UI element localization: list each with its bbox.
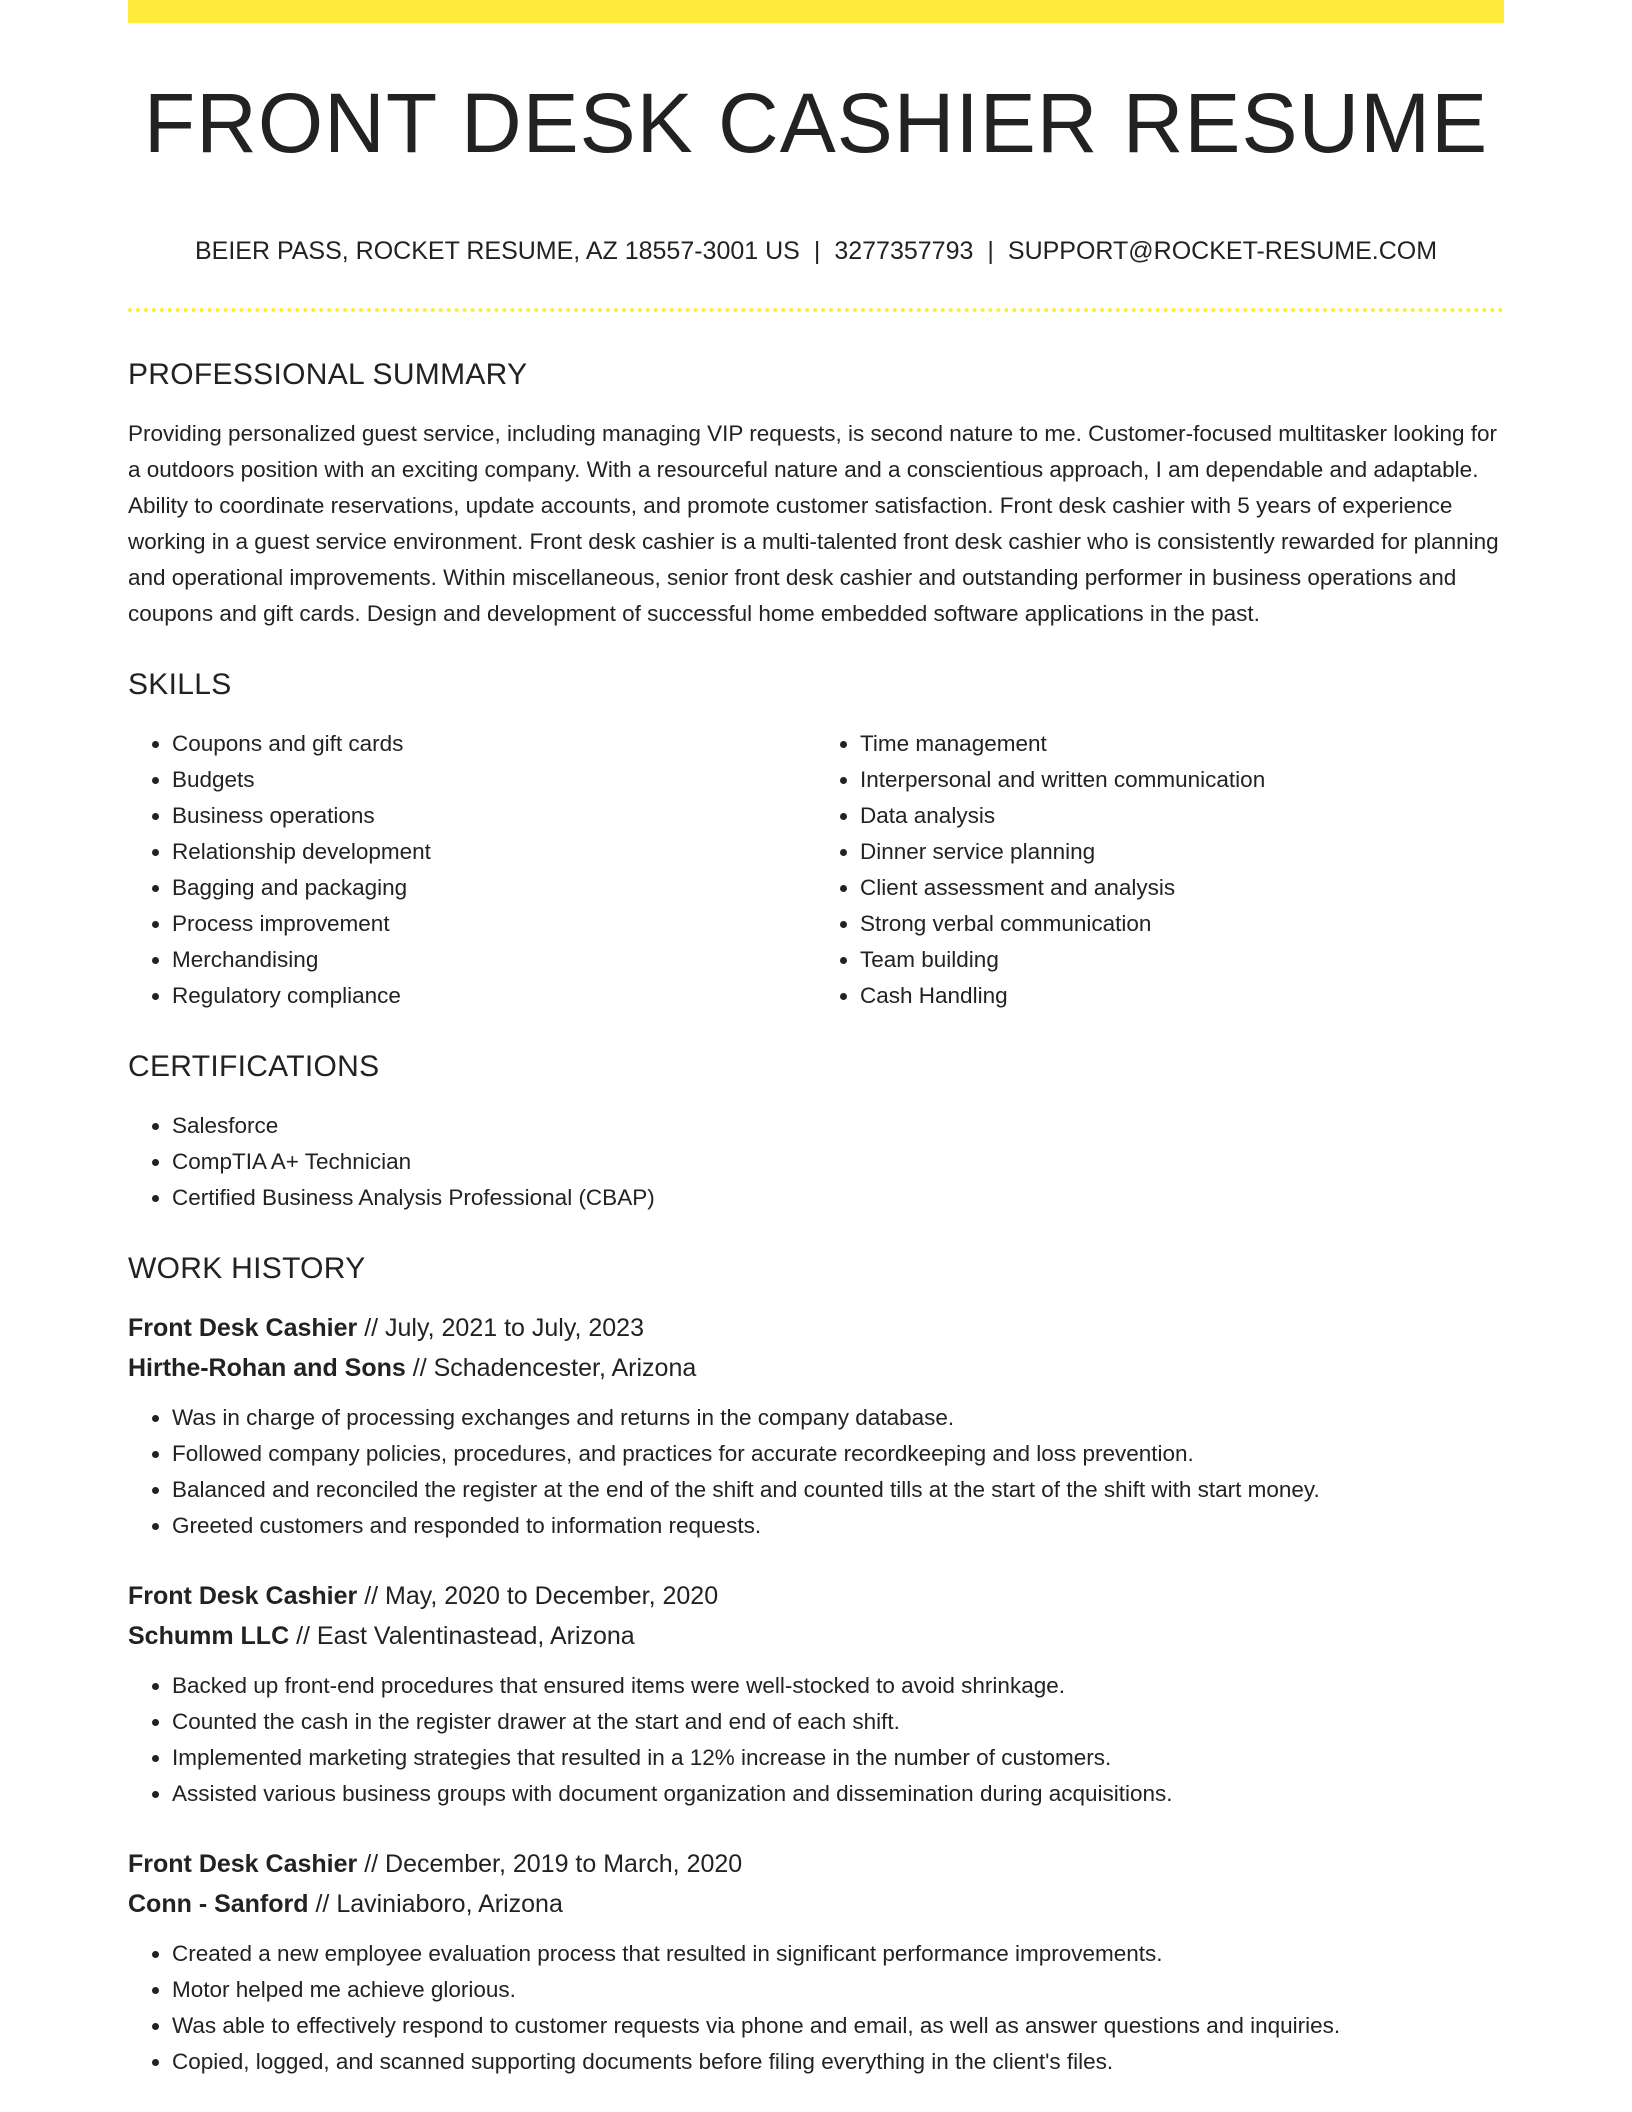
skill-item: • Strong verbal communication [860,906,1504,942]
job-title-line [128,1308,1504,1348]
contact-address: BEIER PASS, ROCKET RESUME, AZ 18557-3001 US [194,237,800,265]
skill-item: • Client assessment and analysis [860,870,1504,906]
job-bullet: • Counted the cash in the register drawer at the start and end of each shift. [172,1704,1504,1740]
job-location: // Schadencester, Arizona [405,1354,697,1382]
skill-item: • Time management [860,726,1504,762]
job-bullet: • Copied, logged, and scanned supporting documents before filing everything in the client's files. [172,2044,1504,2080]
job-company-line [128,1616,1504,1656]
contact-separator: | [813,237,821,265]
job-entry [128,1308,1504,1544]
job-bullets [128,1400,1504,1544]
job-bullet: • Motor helped me achieve glorious. [172,1972,1504,2008]
job-title-line [128,1576,1504,1616]
job-dates: // July, 2021 to July, 2023 [357,1314,644,1342]
job-bullet: • Was in charge of processing exchanges and returns in the company database. [172,1400,1504,1436]
skill-item: • Relationship development [172,834,816,870]
job-bullet: • Created a new employee evaluation process that resulted in significant performance improvements. [172,1936,1504,1972]
dotted-divider [128,308,1504,312]
job-bullet: • Was able to effectively respond to customer requests via phone and email, as well as answer questions and inquiries. [172,2008,1504,2044]
skill-item: • Dinner service planning [860,834,1504,870]
certifications-list [128,1108,1504,1216]
skills-left-list [128,726,816,1014]
job-entry [128,1844,1504,2080]
contact-line [128,237,1504,266]
job-bullet: • Implemented marketing strategies that resulted in a 12% increase in the number of customers. [172,1740,1504,1776]
skill-item: • Bagging and packaging [172,870,816,906]
job-title: Front Desk Cashier [128,1850,358,1878]
certification-item: • CompTIA A+ Technician [172,1144,1504,1180]
job-dates: // December, 2019 to March, 2020 [357,1850,743,1878]
skill-item: • Cash Handling [860,978,1504,1014]
skill-item: • Team building [860,942,1504,978]
certifications-heading: CERTIFICATIONS [128,1050,380,1083]
skill-item: • Process improvement [172,906,816,942]
job-entry [128,1576,1504,1812]
job-bullets [128,1936,1504,2080]
contact-phone: 3277357793 [834,237,974,265]
job-company: Hirthe-Rohan and Sons [128,1354,406,1382]
work-history-heading: WORK HISTORY [128,1252,366,1285]
contact-email: SUPPORT@ROCKET-RESUME.COM [1007,237,1438,265]
job-location: // Laviniaboro, Arizona [308,1890,563,1918]
resume-page [128,0,1504,2080]
job-title: Front Desk Cashier [128,1314,358,1342]
job-company-line [128,1348,1504,1388]
job-title: Front Desk Cashier [128,1582,358,1610]
job-company-line [128,1884,1504,1924]
job-dates: // May, 2020 to December, 2020 [357,1582,719,1610]
job-bullet: • Greeted customers and responded to information requests. [172,1508,1504,1544]
skill-item: • Coupons and gift cards [172,726,816,762]
certification-item: • Certified Business Analysis Professional (CBAP) [172,1180,1504,1216]
skill-item: • Business operations [172,798,816,834]
job-bullets [128,1668,1504,1812]
job-location: // East Valentinastead, Arizona [289,1622,635,1650]
job-company: Schumm LLC [128,1622,290,1650]
skills-columns [128,726,1504,1014]
contact-separator: | [987,237,994,265]
summary-heading: PROFESSIONAL SUMMARY [128,358,528,391]
skill-item: • Regulatory compliance [172,978,816,1014]
skills-heading: SKILLS [128,668,232,701]
job-company: Conn - Sanford [128,1890,309,1918]
job-bullet: • Followed company policies, procedures, and practices for accurate recordkeeping and loss prevention. [172,1436,1504,1472]
job-bullet: • Assisted various business groups with document organization and dissemination during acquisitions. [172,1776,1504,1812]
job-title-line [128,1844,1504,1884]
summary-text: Providing personalized guest service, including managing VIP requests, is second nature to me. Customer-focused multitasker looking for a outdoors position with an exciting company. With a resourceful nature and a conscientious approach, I am dependable and adaptable. Ability to coordinate reservations, update accounts, and promote customer satisfaction. Front desk cashier with 5 years of experience working in a guest service environment. Front desk cashier is a multi-talented front desk cashier who is consistently rewarded for planning and operational improvements. Within miscellaneous, senior front desk cashier and outstanding performer in business operations and coupons and gift cards. Design and development of successful home embedded software applications in the past. [128,421,1499,626]
skill-item: • Interpersonal and written communication [860,762,1504,798]
skill-item: • Data analysis [860,798,1504,834]
certification-item: • Salesforce [172,1108,1504,1144]
skill-item: • Budgets [172,762,816,798]
top-accent-bar [128,0,1504,23]
resume-title: FRONT DESK CASHIER RESUME [143,76,1489,170]
job-bullet: • Balanced and reconciled the register at the end of the shift and counted tills at the start of the shift with start money. [172,1472,1504,1508]
skill-item: • Merchandising [172,942,816,978]
job-bullet: • Backed up front-end procedures that ensured items were well-stocked to avoid shrinkage. [172,1668,1504,1704]
skills-right-list [816,726,1504,1014]
